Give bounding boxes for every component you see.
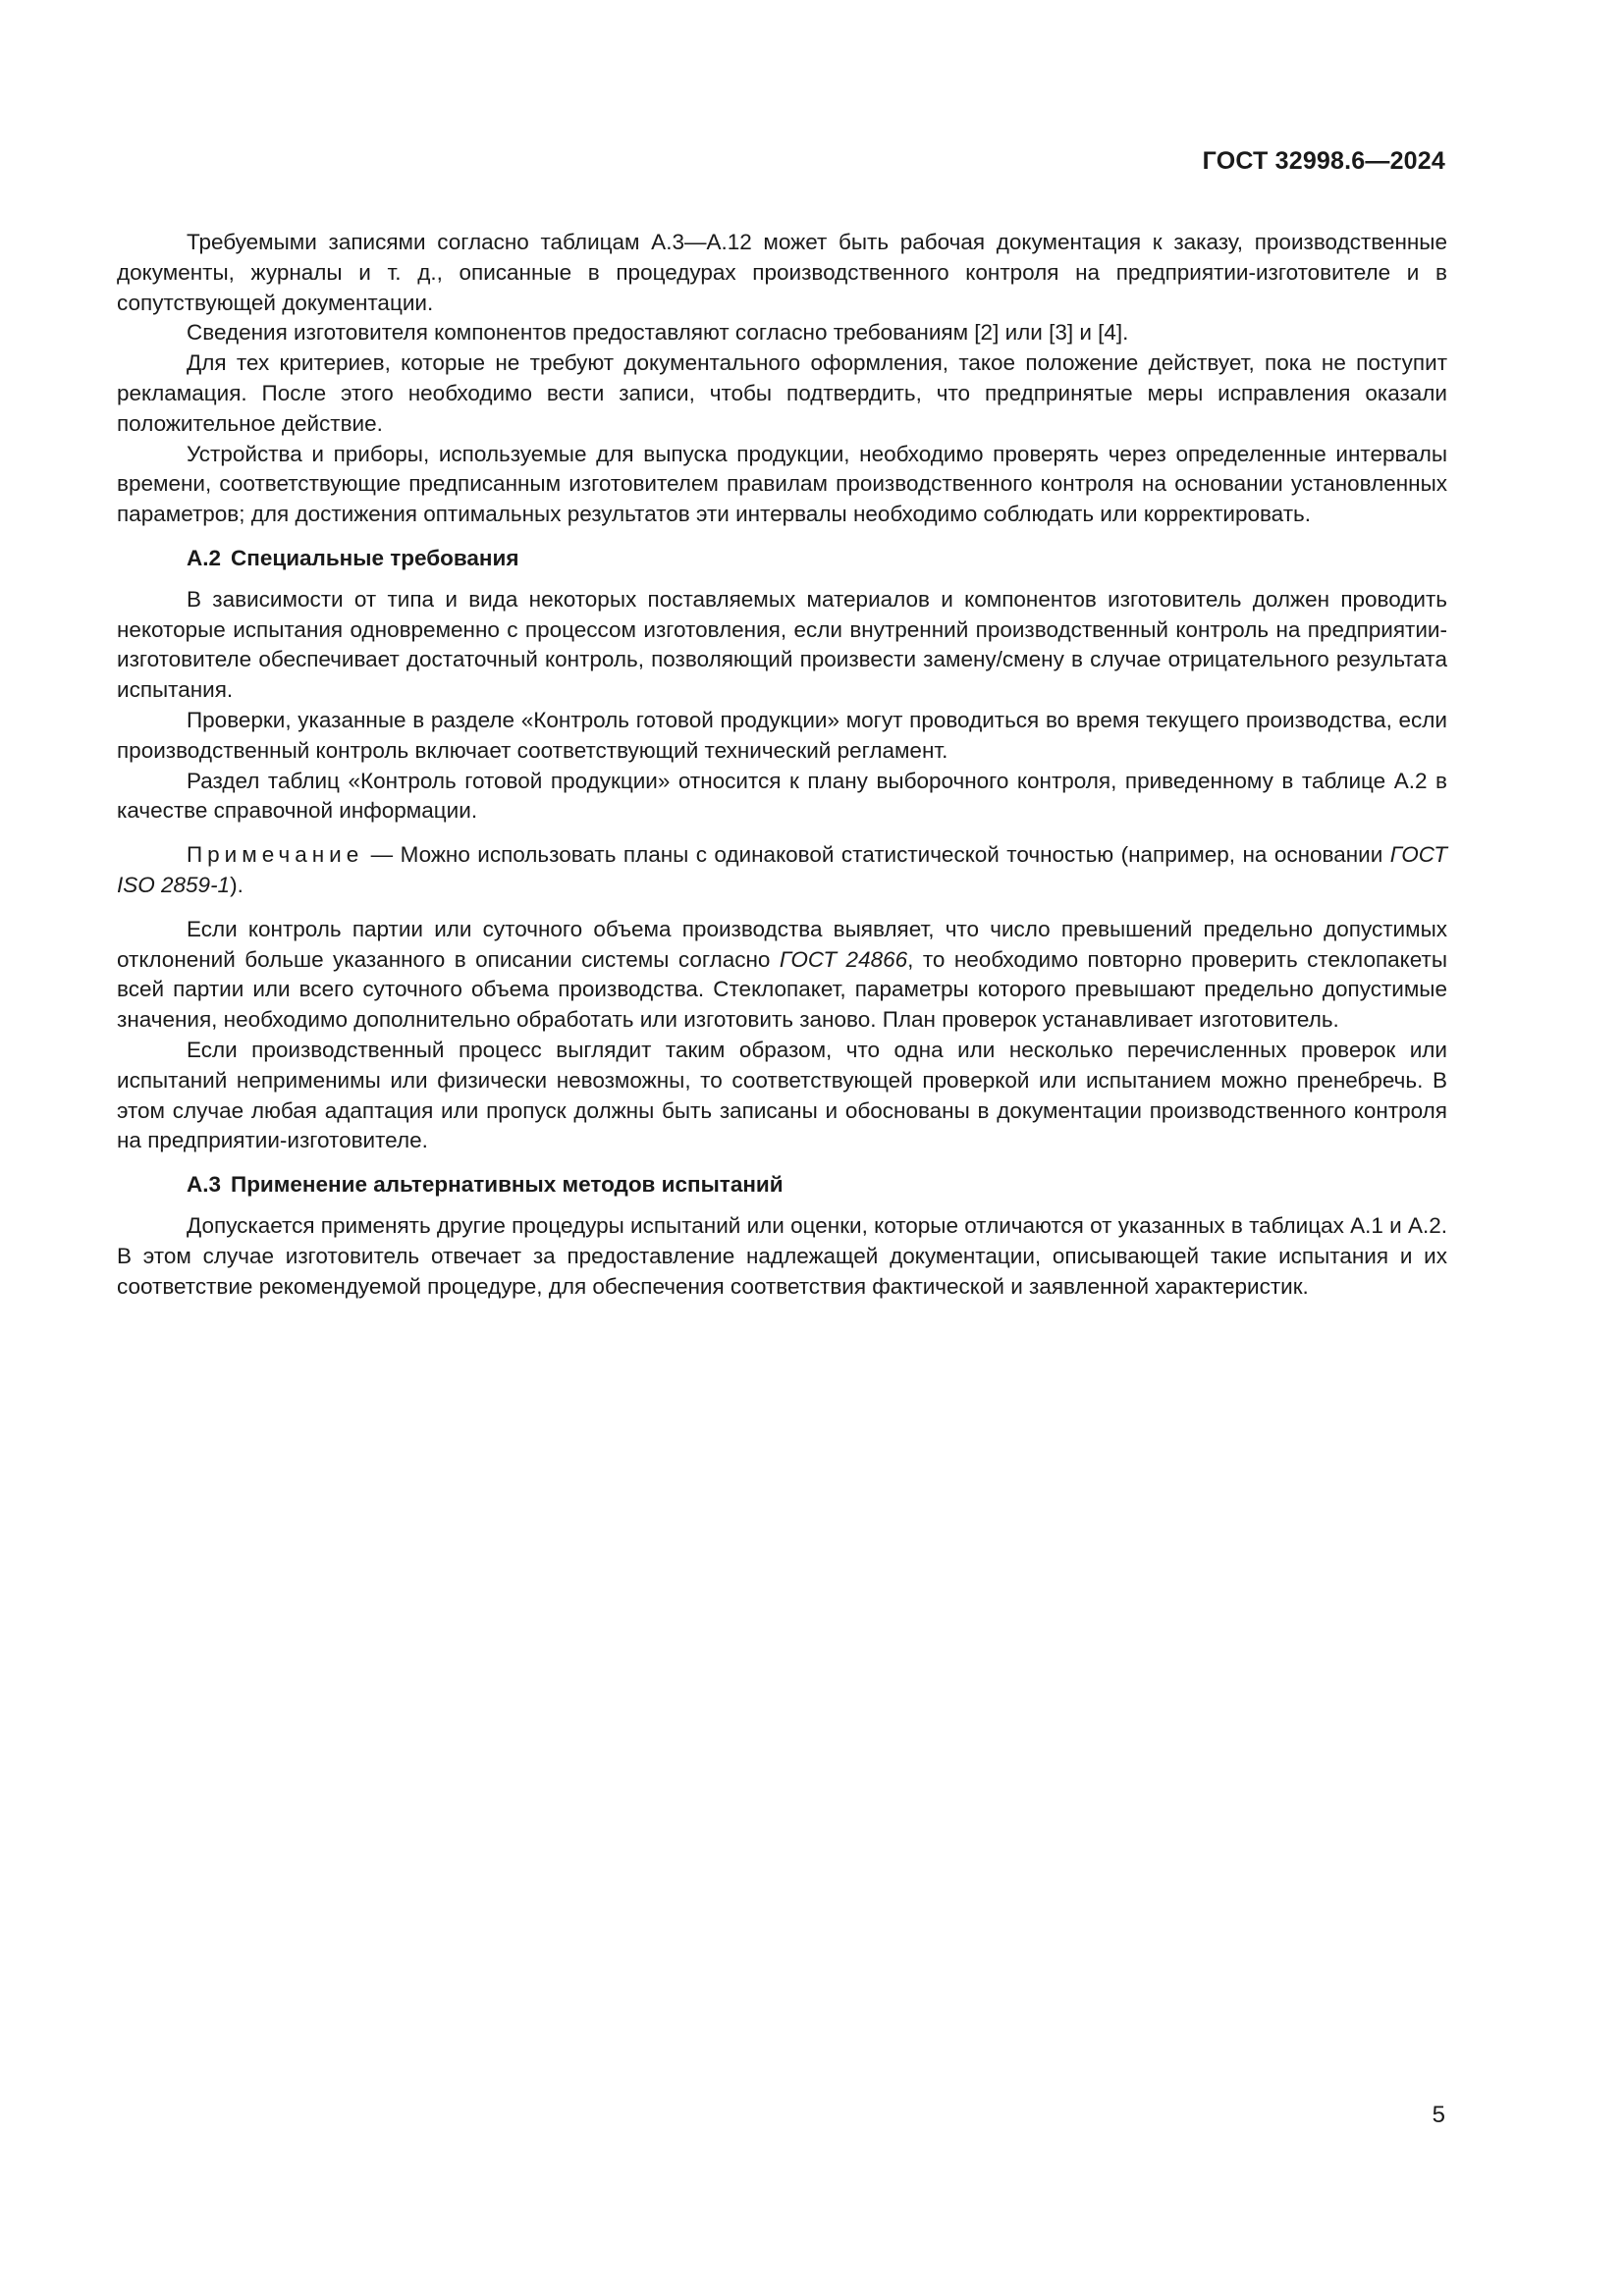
paragraph-dependence: В зависимости от типа и вида некоторых поставляемых материалов и компонентов изготовитель должен проводить некоторые испытания одновременно с процессом изготовления, если внутренний производственный контроль на предприятии-изготовителе обеспечивает достаточный контроль, позволяющий произвести замену/смену в случае отрицательного результата испытания. [117, 586, 1447, 703]
standard-reference: ГОСТ 24866 [779, 946, 908, 972]
paragraph-devices: Устройства и приборы, используемые для выпуска продукции, необходимо проверять через определенные интервалы времени, соответствующие предписанным изготовителем правилам производственного контроля на основании установленных параметров; для достижения оптимальных результатов эти интервалы необходимо соблюдать или корректировать. [117, 441, 1447, 527]
section-title-a3: Применение альтернативных методов испытаний [231, 1172, 784, 1198]
paragraph-production-process: Если производственный процесс выглядит таким образом, что одна или несколько перечисленных проверок или испытаний неприменимы или физически невозможны, то соответствующей проверкой или испытанием можно пренебречь. В этом случае любая адаптация или пропуск должны быть записаны и обоснованы в документации производственного контроля на предприятии-изготовителе. [117, 1037, 1447, 1153]
paragraph-criteria: Для тех критериев, которые не требуют документального оформления, такое положение действует, пока не поступит рекламация. После этого необходимо вести записи, чтобы подтвердить, что предпринятые меры исправления оказали положительное действие. [117, 350, 1447, 436]
paragraph-tables-section: Раздел таблиц «Контроль готовой продукции» относится к плану выборочного контроля, приведенному в таблице А.2 в качестве справочной информации. [117, 768, 1447, 824]
paragraph-batch-control [117, 915, 1447, 1036]
paragraph-component-info: Сведения изготовителя компонентов предоставляют согласно требованиям [2] или [3] и [4]. [187, 320, 1129, 346]
note-label: Примечание [187, 842, 364, 868]
paragraph-checks: Проверки, указанные в разделе «Контроль готовой продукции» могут проводиться во время текущего производства, если производственный контроль включает соответствующий технический регламент. [117, 707, 1447, 763]
paragraph-batch-control-start: Если контроль партии или суточного объема производства выявляет, что число превышений предельно допустимых отклонений больше указанного в описании системы согласно [117, 916, 1447, 972]
page-number: 5 [1432, 2102, 1445, 2128]
document-id-header: ГОСТ 32998.6—2024 [1202, 147, 1445, 175]
paragraph-alternative-methods: Допускается применять другие процедуры испытаний или оценки, которые отличаются от указанных в таблицах А.1 и А.2. В этом случае изготовитель отвечает за предоставление надлежащей документации, описывающей такие испытания и их соответствие рекомендуемой процедуре, для обеспечения соответствия фактической и заявленной характеристик. [117, 1212, 1448, 1299]
section-title-a2: Специальные требования [231, 545, 519, 570]
section-number-a3: А.3 [187, 1172, 222, 1198]
section-number-a2: А.2 [187, 545, 222, 570]
document-body [117, 228, 1447, 1302]
note-text-end: ). [230, 872, 244, 897]
paragraph-records: Требуемыми записями согласно таблицам А.3—А.12 может быть рабочая документация к заказу, производственные документы, журналы и т. д., описанные в процедурах производственного контроля на предприятии-изготовителе и в сопутствующей документации. [117, 230, 1447, 315]
note-reference: ГОСТ ISO 2859-1 [117, 842, 1447, 897]
note-text-start: Можно использовать планы с одинаковой статистической точностью (например, на основании [400, 842, 1390, 868]
paragraph-batch-control-end: , то необходимо повторно проверить стеклопакеты всей партии или всего суточного объема производства. Стеклопакет, параметры которого превышают предельно допустимые значения, необходимо дополнительно обработать или изготовить заново. План проверок устанавливает изготовитель. [117, 946, 1447, 1033]
note-dash: — [363, 842, 401, 868]
section-heading-a3 [117, 1170, 1447, 1201]
note-paragraph [117, 840, 1447, 901]
section-heading-a2 [117, 544, 1447, 574]
